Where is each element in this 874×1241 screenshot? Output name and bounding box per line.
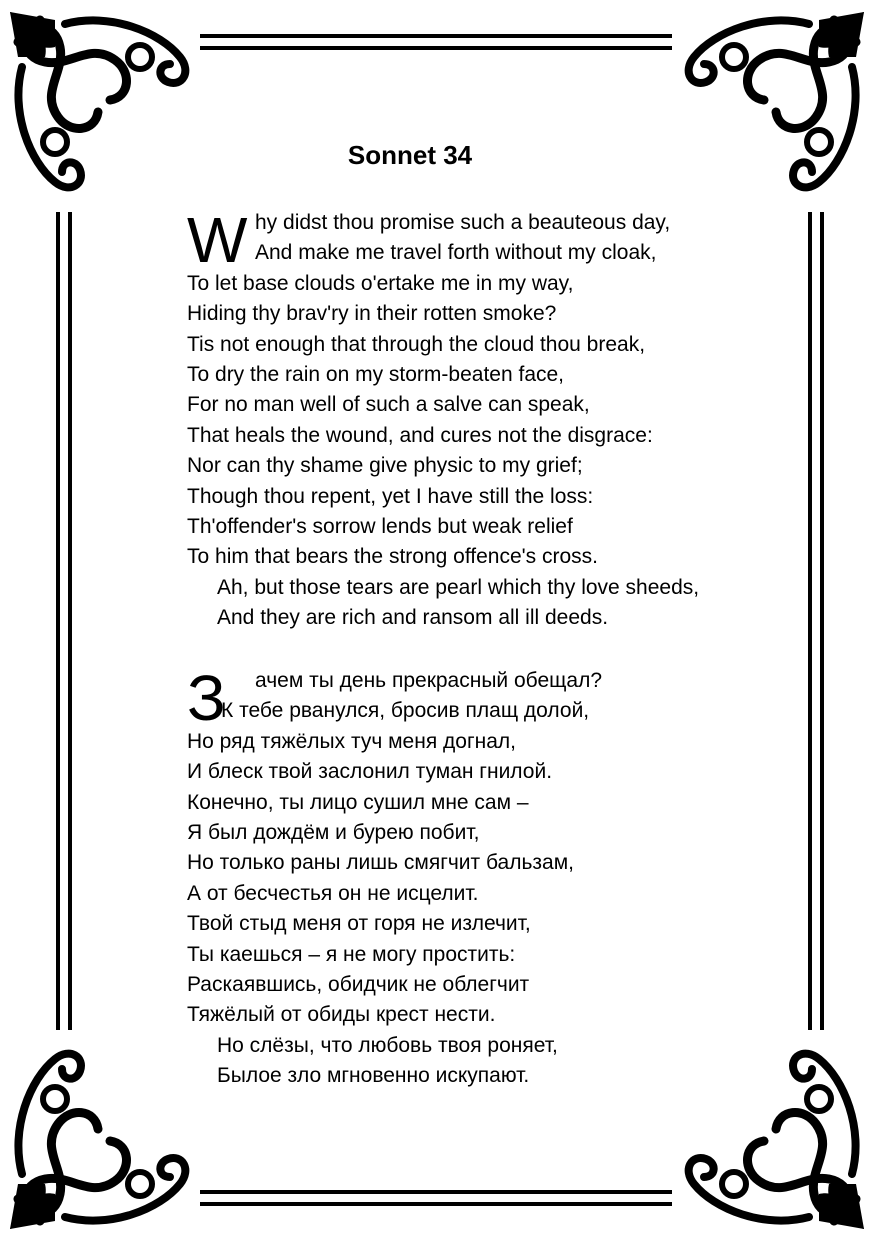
poem-line: Я был дождём и бурею побит, xyxy=(187,820,480,844)
poem-line: А от бесчестья он не исцелит. xyxy=(187,881,479,905)
poem-line: For no man well of such a salve can speak, xyxy=(187,393,590,417)
poem-line: To dry the rain on my storm-beaten face, xyxy=(187,362,565,386)
poem-line: Раскаявшись, обидчик не облегчит xyxy=(187,972,530,996)
poem-line: To let base clouds o'ertake me in my way, xyxy=(187,271,574,295)
poem-line: Nor can thy shame give physic to my grief; xyxy=(187,454,583,478)
drop-cap: W xyxy=(187,204,248,276)
poem-line: Но только раны лишь смягчит бальзам, xyxy=(187,851,574,875)
couplet-line: Но слёзы, что любовь твоя роняет, xyxy=(217,1033,558,1057)
poem-line: Тяжёлый от обиды крест нести. xyxy=(187,1003,496,1027)
couplet-line: Былое зло мгновенно искупают. xyxy=(217,1064,530,1088)
poem-line: Конечно, ты лицо сушил мне сам – xyxy=(187,790,529,814)
poem-line: К тебе рванулся, бросив плащ долой, xyxy=(221,699,590,723)
poem-line: Ты каешься – я не могу простить: xyxy=(187,942,516,966)
poem-line: Th'offender's sorrow lends but weak relief xyxy=(187,514,573,538)
corner-ornament-bottom-left xyxy=(10,1054,185,1229)
poem-line: Tis not enough that through the cloud thou break, xyxy=(187,332,646,356)
poem-line: Though thou repent, yet I have still the loss: xyxy=(187,484,594,508)
poem-line: Hiding thy brav'ry in their rotten smoke? xyxy=(187,302,557,326)
poem-line: That heals the wound, and cures not the disgrace: xyxy=(187,423,653,447)
poem-couplet xyxy=(187,573,787,634)
couplet-line: And they are rich and ransom all ill deeds. xyxy=(217,606,609,630)
couplet-line: Ah, but those tears are pearl which thy love sheeds, xyxy=(217,575,700,599)
poem-line: To him that bears the strong offence's cross. xyxy=(187,545,598,569)
page-title: Sonnet 34 xyxy=(347,140,473,170)
poem-couplet xyxy=(187,1031,787,1092)
english-sonnet xyxy=(187,204,787,633)
poem-line-text: ачем ты день прекрасный обещал? xyxy=(255,669,603,692)
poem-line: And make me travel forth without my cloak, xyxy=(255,241,657,265)
poem-line: Но ряд тяжёлых туч меня догнал, xyxy=(187,729,516,753)
russian-sonnet xyxy=(187,662,787,1091)
poem-line: И блеск твой заслонил туман гнилой. xyxy=(187,760,553,784)
poem-body xyxy=(187,269,787,573)
poem-body xyxy=(187,727,787,1031)
drop-cap: З xyxy=(187,662,226,734)
poem-line: Твой стыд меня от горя не излечит, xyxy=(187,912,531,936)
poem-line-text: hy didst thou promise such a beauteous day, xyxy=(255,211,671,234)
